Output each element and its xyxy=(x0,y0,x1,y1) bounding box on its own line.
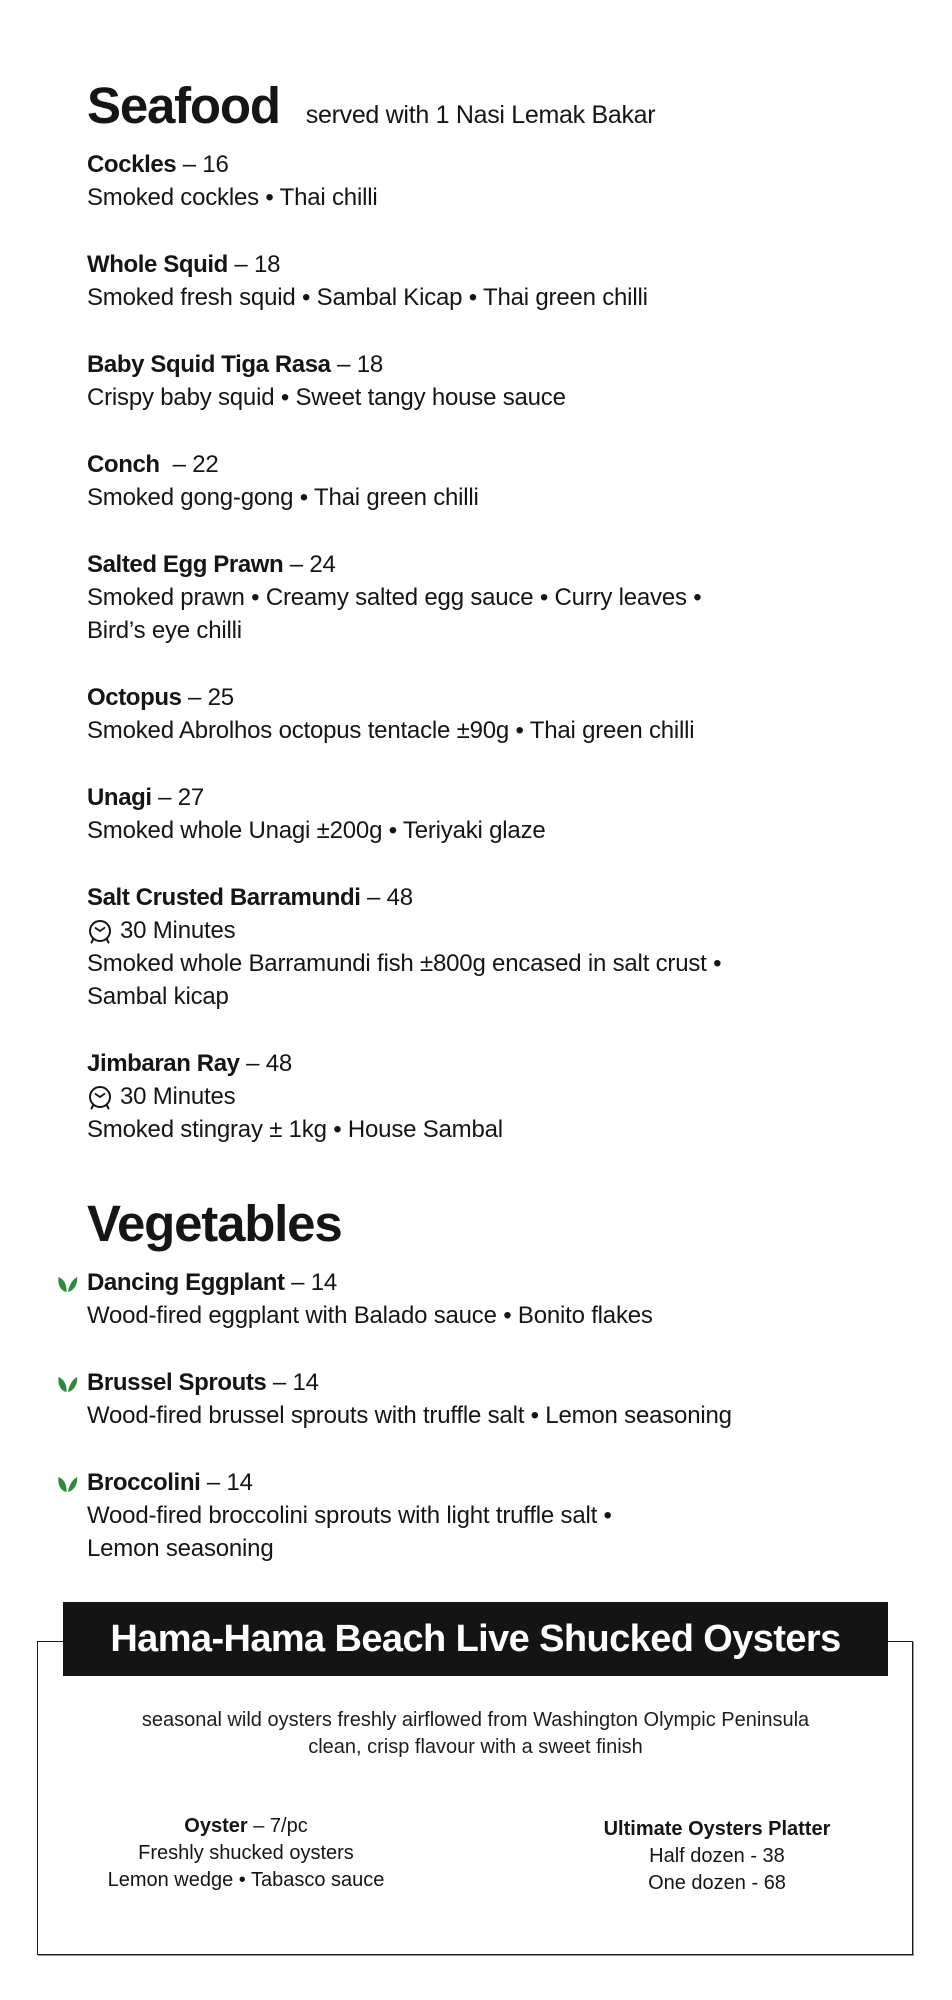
oyster-single-price: – 7/pc xyxy=(247,1815,308,1837)
item-price: – 25 xyxy=(181,684,234,711)
item-name: Brussel Sprouts xyxy=(87,1369,267,1396)
item-price: – 22 xyxy=(159,451,219,478)
item-name: Unagi xyxy=(87,784,152,811)
menu-item-unagi xyxy=(87,781,907,847)
item-name: Baby Squid Tiga Rasa xyxy=(87,351,331,378)
menu-item-jimbaran-ray xyxy=(87,1047,907,1146)
item-description: Smoked Abrolhos octopus tentacle ±90g • Thai green chilli xyxy=(87,717,695,744)
vegetarian-leaf-icon xyxy=(57,1273,78,1293)
item-price: – 14 xyxy=(284,1269,337,1296)
item-name: Salted Egg Prawn xyxy=(87,551,284,578)
oysters-box xyxy=(37,1641,913,1955)
item-name: Dancing Eggplant xyxy=(87,1269,285,1296)
item-description: Smoked cockles • Thai chilli xyxy=(87,184,378,211)
menu-item-baby-squid xyxy=(87,348,907,414)
seafood-title: Seafood xyxy=(87,77,280,134)
menu-item-salt-crusted-barramundi xyxy=(87,881,907,1013)
item-name: Octopus xyxy=(87,684,182,711)
menu-item-dancing-eggplant xyxy=(87,1266,907,1332)
oyster-platter xyxy=(557,1816,877,1897)
menu-item-broccolini xyxy=(87,1466,907,1565)
item-name: Conch xyxy=(87,451,160,478)
oyster-platter-name: Ultimate Oysters Platter xyxy=(603,1818,831,1840)
item-description: Smoked gong-gong • Thai green chilli xyxy=(87,484,479,511)
item-price: – 14 xyxy=(266,1369,319,1396)
item-description: Wood-fired eggplant with Balado sauce • Bonito flakes xyxy=(87,1302,653,1329)
prep-time xyxy=(87,914,907,947)
item-description: Smoked stingray ± 1kg • House Sambal xyxy=(87,1116,503,1143)
oyster-single-line: Lemon wedge • Tabasco sauce xyxy=(107,1869,385,1891)
item-price: – 48 xyxy=(239,1050,292,1077)
menu-item-octopus xyxy=(87,681,907,747)
oyster-single-name: Oyster xyxy=(184,1815,248,1837)
prep-time-label: 30 Minutes xyxy=(120,917,236,944)
vegetarian-leaf-icon xyxy=(57,1373,78,1393)
menu-item-brussel-sprouts xyxy=(87,1366,907,1432)
item-description: Smoked whole Barramundi fish ±800g encased in salt crust • xyxy=(87,950,722,977)
vegetables-header xyxy=(87,1195,907,1252)
prep-time-label: 30 Minutes xyxy=(120,1083,236,1110)
item-name: Broccolini xyxy=(87,1469,201,1496)
item-price: – 24 xyxy=(283,551,336,578)
oyster-platter-option: One dozen - 68 xyxy=(648,1872,786,1894)
item-description: Wood-fired broccolini sprouts with light truffle salt • xyxy=(87,1502,612,1529)
item-description: Bird’s eye chilli xyxy=(87,617,242,644)
oyster-single-line: Freshly shucked oysters xyxy=(138,1842,354,1864)
menu-item-conch xyxy=(87,448,907,514)
alarm-clock-icon xyxy=(87,918,113,944)
item-price: – 18 xyxy=(227,251,281,278)
oysters-title: Hama-Hama Beach Live Shucked Oysters xyxy=(63,1602,888,1676)
item-description: Lemon seasoning xyxy=(87,1535,274,1562)
item-price: – 48 xyxy=(360,884,413,911)
menu-item-whole-squid xyxy=(87,248,907,314)
seafood-header xyxy=(87,77,907,134)
item-name: Cockles xyxy=(87,151,177,178)
menu-item-salted-egg-prawn xyxy=(87,548,907,647)
oysters-intro-line: clean, crisp flavour with a sweet finish xyxy=(308,1736,643,1758)
oyster-single xyxy=(86,1813,406,1894)
item-name: Jimbaran Ray xyxy=(87,1050,240,1077)
oyster-platter-option: Half dozen - 38 xyxy=(649,1845,785,1867)
item-price: – 18 xyxy=(330,351,384,378)
seafood-subtitle: served with 1 Nasi Lemak Bakar xyxy=(305,101,656,129)
item-name: Whole Squid xyxy=(87,251,228,278)
item-description: Smoked fresh squid • Sambal Kicap • Thai green chilli xyxy=(87,284,648,311)
item-description: Smoked prawn • Creamy salted egg sauce • Curry leaves • xyxy=(87,584,702,611)
item-description: Sambal kicap xyxy=(87,983,229,1010)
vegetables-section xyxy=(87,1195,907,1599)
menu-item-cockles xyxy=(87,148,907,214)
oysters-intro-line: seasonal wild oysters freshly airflowed from Washington Olympic Peninsula xyxy=(141,1709,810,1731)
vegetarian-leaf-icon xyxy=(57,1473,78,1493)
alarm-clock-icon xyxy=(87,1084,113,1110)
item-description: Wood-fired brussel sprouts with truffle salt • Lemon seasoning xyxy=(87,1402,732,1429)
seafood-section xyxy=(87,77,907,1180)
item-name: Salt Crusted Barramundi xyxy=(87,884,361,911)
item-description: Crispy baby squid • Sweet tangy house sauce xyxy=(87,384,566,411)
item-price: – 14 xyxy=(200,1469,253,1496)
prep-time xyxy=(87,1080,907,1113)
item-description: Smoked whole Unagi ±200g • Teriyaki glaze xyxy=(87,817,546,844)
item-price: – 16 xyxy=(176,151,229,178)
vegetables-title: Vegetables xyxy=(87,1195,342,1252)
item-price: – 27 xyxy=(151,784,205,811)
oysters-intro xyxy=(37,1707,914,1761)
